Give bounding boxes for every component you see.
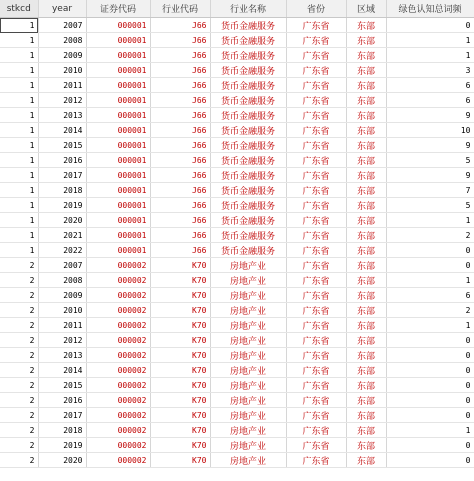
table-row[interactable] — [0, 93, 474, 108]
cell-industry-name[interactable]: 房地产业 — [210, 258, 286, 273]
cell-industry-name[interactable]: 房地产业 — [210, 393, 286, 408]
cell-industry-name[interactable]: 房地产业 — [210, 363, 286, 378]
cell-green-word-freq[interactable]: 0 — [386, 243, 474, 258]
cell-industry-name[interactable]: 房地产业 — [210, 438, 286, 453]
cell-green-word-freq[interactable]: 9 — [386, 138, 474, 153]
cell-province[interactable]: 广东省 — [286, 138, 346, 153]
cell-region[interactable]: 东部 — [346, 78, 386, 93]
cell-region[interactable]: 东部 — [346, 18, 386, 33]
table-row[interactable] — [0, 123, 474, 138]
cell-industry-code[interactable]: J66 — [150, 138, 210, 153]
cell-security-code[interactable]: 000001 — [86, 213, 150, 228]
cell-region[interactable]: 东部 — [346, 408, 386, 423]
cell-security-code[interactable]: 000001 — [86, 228, 150, 243]
cell-industry-name[interactable]: 货币金融服务 — [210, 198, 286, 213]
cell-green-word-freq[interactable]: 0 — [386, 348, 474, 363]
cell-green-word-freq[interactable]: 2 — [386, 303, 474, 318]
cell-province[interactable]: 广东省 — [286, 153, 346, 168]
cell-stkcd[interactable]: 2 — [0, 423, 38, 438]
cell-stkcd[interactable]: 1 — [0, 213, 38, 228]
cell-security-code[interactable]: 000002 — [86, 393, 150, 408]
cell-security-code[interactable]: 000002 — [86, 333, 150, 348]
cell-province[interactable]: 广东省 — [286, 213, 346, 228]
cell-industry-name[interactable]: 货币金融服务 — [210, 213, 286, 228]
cell-security-code[interactable]: 000001 — [86, 108, 150, 123]
cell-region[interactable]: 东部 — [346, 453, 386, 468]
table-row[interactable] — [0, 243, 474, 258]
cell-stkcd[interactable]: 1 — [0, 18, 38, 33]
cell-industry-code[interactable]: K70 — [150, 258, 210, 273]
cell-year[interactable]: 2011 — [38, 318, 86, 333]
cell-industry-name[interactable]: 房地产业 — [210, 453, 286, 468]
table-row[interactable] — [0, 78, 474, 93]
table-row[interactable] — [0, 258, 474, 273]
cell-year[interactable]: 2010 — [38, 303, 86, 318]
column-header-province[interactable]: 省份 — [286, 0, 346, 18]
cell-security-code[interactable]: 000001 — [86, 63, 150, 78]
cell-province[interactable]: 广东省 — [286, 348, 346, 363]
cell-year[interactable]: 2010 — [38, 63, 86, 78]
cell-security-code[interactable]: 000001 — [86, 123, 150, 138]
cell-industry-name[interactable]: 房地产业 — [210, 348, 286, 363]
cell-industry-code[interactable]: K70 — [150, 438, 210, 453]
cell-industry-name[interactable]: 货币金融服务 — [210, 138, 286, 153]
cell-province[interactable]: 广东省 — [286, 393, 346, 408]
cell-green-word-freq[interactable]: 10 — [386, 123, 474, 138]
cell-industry-code[interactable]: K70 — [150, 288, 210, 303]
cell-green-word-freq[interactable]: 1 — [386, 33, 474, 48]
cell-industry-code[interactable]: J66 — [150, 198, 210, 213]
table-row[interactable] — [0, 303, 474, 318]
cell-green-word-freq[interactable]: 0 — [386, 333, 474, 348]
table-row[interactable] — [0, 108, 474, 123]
cell-industry-code[interactable]: J66 — [150, 63, 210, 78]
cell-stkcd[interactable]: 1 — [0, 183, 38, 198]
cell-industry-name[interactable]: 货币金融服务 — [210, 123, 286, 138]
cell-stkcd[interactable]: 1 — [0, 108, 38, 123]
cell-stkcd[interactable]: 2 — [0, 273, 38, 288]
cell-stkcd[interactable]: 1 — [0, 153, 38, 168]
cell-region[interactable]: 东部 — [346, 48, 386, 63]
cell-region[interactable]: 东部 — [346, 258, 386, 273]
cell-region[interactable]: 东部 — [346, 363, 386, 378]
cell-industry-code[interactable]: K70 — [150, 378, 210, 393]
cell-green-word-freq[interactable]: 9 — [386, 108, 474, 123]
cell-region[interactable]: 东部 — [346, 198, 386, 213]
cell-industry-name[interactable]: 货币金融服务 — [210, 48, 286, 63]
cell-industry-name[interactable]: 房地产业 — [210, 318, 286, 333]
cell-stkcd[interactable]: 2 — [0, 333, 38, 348]
column-header-year[interactable]: year — [38, 0, 86, 18]
cell-stkcd[interactable]: 2 — [0, 378, 38, 393]
cell-year[interactable]: 2009 — [38, 288, 86, 303]
cell-province[interactable]: 广东省 — [286, 423, 346, 438]
cell-year[interactable]: 2018 — [38, 423, 86, 438]
cell-stkcd[interactable]: 2 — [0, 453, 38, 468]
cell-industry-name[interactable]: 货币金融服务 — [210, 108, 286, 123]
cell-industry-code[interactable]: J66 — [150, 123, 210, 138]
cell-green-word-freq[interactable]: 0 — [386, 438, 474, 453]
cell-industry-name[interactable]: 货币金融服务 — [210, 18, 286, 33]
cell-province[interactable]: 广东省 — [286, 438, 346, 453]
cell-industry-code[interactable]: J66 — [150, 168, 210, 183]
cell-industry-name[interactable]: 房地产业 — [210, 333, 286, 348]
table-row[interactable] — [0, 138, 474, 153]
cell-security-code[interactable]: 000001 — [86, 243, 150, 258]
cell-province[interactable]: 广东省 — [286, 108, 346, 123]
cell-province[interactable]: 广东省 — [286, 33, 346, 48]
cell-security-code[interactable]: 000002 — [86, 288, 150, 303]
cell-industry-code[interactable]: K70 — [150, 348, 210, 363]
cell-province[interactable]: 广东省 — [286, 303, 346, 318]
cell-province[interactable]: 广东省 — [286, 48, 346, 63]
header-row — [0, 0, 474, 18]
cell-security-code[interactable]: 000002 — [86, 423, 150, 438]
cell-year[interactable]: 2020 — [38, 453, 86, 468]
cell-green-word-freq[interactable]: 5 — [386, 198, 474, 213]
cell-security-code[interactable]: 000001 — [86, 93, 150, 108]
cell-industry-name[interactable]: 房地产业 — [210, 288, 286, 303]
cell-green-word-freq[interactable]: 1 — [386, 423, 474, 438]
cell-year[interactable]: 2014 — [38, 363, 86, 378]
cell-region[interactable]: 东部 — [346, 423, 386, 438]
cell-security-code[interactable]: 000001 — [86, 138, 150, 153]
cell-region[interactable]: 东部 — [346, 138, 386, 153]
cell-stkcd[interactable]: 1 — [0, 123, 38, 138]
cell-province[interactable]: 广东省 — [286, 198, 346, 213]
table-row[interactable] — [0, 363, 474, 378]
cell-year[interactable]: 2013 — [38, 348, 86, 363]
table-row[interactable] — [0, 273, 474, 288]
cell-region[interactable]: 东部 — [346, 288, 386, 303]
cell-stkcd[interactable]: 1 — [0, 198, 38, 213]
column-header-security-code[interactable]: 证券代码 — [86, 0, 150, 18]
cell-province[interactable]: 广东省 — [286, 453, 346, 468]
cell-year[interactable]: 2022 — [38, 243, 86, 258]
cell-green-word-freq[interactable]: 5 — [386, 153, 474, 168]
table-row[interactable] — [0, 348, 474, 363]
cell-stkcd[interactable]: 1 — [0, 93, 38, 108]
table-row[interactable] — [0, 378, 474, 393]
cell-security-code[interactable]: 000002 — [86, 318, 150, 333]
cell-province[interactable]: 广东省 — [286, 378, 346, 393]
table-row[interactable] — [0, 453, 474, 468]
cell-province[interactable]: 广东省 — [286, 18, 346, 33]
cell-province[interactable]: 广东省 — [286, 168, 346, 183]
cell-region[interactable]: 东部 — [346, 273, 386, 288]
cell-industry-code[interactable]: J66 — [150, 213, 210, 228]
table-row[interactable] — [0, 18, 474, 33]
cell-industry-name[interactable]: 房地产业 — [210, 378, 286, 393]
cell-stkcd[interactable]: 1 — [0, 48, 38, 63]
cell-security-code[interactable]: 000001 — [86, 183, 150, 198]
cell-industry-code[interactable]: J66 — [150, 48, 210, 63]
cell-year[interactable]: 2016 — [38, 153, 86, 168]
cell-year[interactable]: 2015 — [38, 378, 86, 393]
cell-security-code[interactable]: 000002 — [86, 378, 150, 393]
cell-year[interactable]: 2011 — [38, 78, 86, 93]
cell-industry-code[interactable]: J66 — [150, 183, 210, 198]
cell-industry-code[interactable]: J66 — [150, 78, 210, 93]
cell-stkcd[interactable]: 1 — [0, 63, 38, 78]
cell-region[interactable]: 东部 — [346, 63, 386, 78]
cell-year[interactable]: 2008 — [38, 33, 86, 48]
cell-province[interactable]: 广东省 — [286, 288, 346, 303]
cell-year[interactable]: 2007 — [38, 18, 86, 33]
cell-green-word-freq[interactable]: 2 — [386, 228, 474, 243]
cell-industry-name[interactable]: 货币金融服务 — [210, 168, 286, 183]
table-row[interactable] — [0, 198, 474, 213]
cell-industry-code[interactable]: J66 — [150, 153, 210, 168]
cell-green-word-freq[interactable]: 0 — [386, 18, 474, 33]
cell-security-code[interactable]: 000001 — [86, 78, 150, 93]
cell-industry-name[interactable]: 房地产业 — [210, 408, 286, 423]
cell-green-word-freq[interactable]: 0 — [386, 453, 474, 468]
cell-industry-code[interactable]: J66 — [150, 228, 210, 243]
cell-stkcd[interactable]: 1 — [0, 138, 38, 153]
cell-province[interactable]: 广东省 — [286, 63, 346, 78]
table-row[interactable] — [0, 408, 474, 423]
cell-region[interactable]: 东部 — [346, 243, 386, 258]
cell-security-code[interactable]: 000001 — [86, 153, 150, 168]
cell-stkcd[interactable]: 2 — [0, 288, 38, 303]
cell-industry-code[interactable]: K70 — [150, 393, 210, 408]
cell-province[interactable]: 广东省 — [286, 258, 346, 273]
cell-year[interactable]: 2020 — [38, 213, 86, 228]
cell-year[interactable]: 2019 — [38, 198, 86, 213]
table-row[interactable] — [0, 288, 474, 303]
cell-green-word-freq[interactable]: 6 — [386, 78, 474, 93]
table-row[interactable] — [0, 333, 474, 348]
cell-year[interactable]: 2014 — [38, 123, 86, 138]
cell-stkcd[interactable]: 2 — [0, 408, 38, 423]
cell-security-code[interactable]: 000001 — [86, 168, 150, 183]
cell-year[interactable]: 2017 — [38, 408, 86, 423]
cell-industry-code[interactable]: J66 — [150, 108, 210, 123]
cell-stkcd[interactable]: 1 — [0, 228, 38, 243]
cell-industry-name[interactable]: 房地产业 — [210, 423, 286, 438]
cell-industry-code[interactable]: K70 — [150, 423, 210, 438]
cell-stkcd[interactable]: 1 — [0, 243, 38, 258]
cell-stkcd[interactable]: 2 — [0, 438, 38, 453]
cell-year[interactable]: 2013 — [38, 108, 86, 123]
cell-year[interactable]: 2012 — [38, 93, 86, 108]
cell-security-code[interactable]: 000001 — [86, 18, 150, 33]
column-header-green-word-freq[interactable]: 绿色认知总词频 — [386, 0, 474, 18]
cell-stkcd[interactable]: 2 — [0, 363, 38, 378]
cell-security-code[interactable]: 000002 — [86, 363, 150, 378]
cell-security-code[interactable]: 000002 — [86, 453, 150, 468]
cell-green-word-freq[interactable]: 0 — [386, 258, 474, 273]
cell-industry-name[interactable]: 房地产业 — [210, 273, 286, 288]
table-row[interactable] — [0, 168, 474, 183]
cell-year[interactable]: 2008 — [38, 273, 86, 288]
column-header-industry-name[interactable]: 行业名称 — [210, 0, 286, 18]
cell-green-word-freq[interactable]: 0 — [386, 378, 474, 393]
cell-security-code[interactable]: 000002 — [86, 348, 150, 363]
cell-stkcd[interactable]: 2 — [0, 258, 38, 273]
cell-security-code[interactable]: 000001 — [86, 33, 150, 48]
cell-security-code[interactable]: 000002 — [86, 438, 150, 453]
cell-stkcd[interactable]: 2 — [0, 348, 38, 363]
cell-green-word-freq[interactable]: 6 — [386, 93, 474, 108]
cell-year[interactable]: 2009 — [38, 48, 86, 63]
table-row[interactable] — [0, 48, 474, 63]
cell-year[interactable]: 2007 — [38, 258, 86, 273]
cell-region[interactable]: 东部 — [346, 348, 386, 363]
cell-industry-name[interactable]: 货币金融服务 — [210, 93, 286, 108]
cell-region[interactable]: 东部 — [346, 333, 386, 348]
table-row[interactable] — [0, 393, 474, 408]
cell-region[interactable]: 东部 — [346, 303, 386, 318]
cell-province[interactable]: 广东省 — [286, 318, 346, 333]
cell-industry-name[interactable]: 货币金融服务 — [210, 63, 286, 78]
cell-green-word-freq[interactable]: 0 — [386, 393, 474, 408]
cell-industry-code[interactable]: K70 — [150, 273, 210, 288]
cell-year[interactable]: 2015 — [38, 138, 86, 153]
cell-region[interactable]: 东部 — [346, 228, 386, 243]
cell-province[interactable]: 广东省 — [286, 183, 346, 198]
cell-industry-name[interactable]: 货币金融服务 — [210, 183, 286, 198]
cell-industry-name[interactable]: 货币金融服务 — [210, 228, 286, 243]
cell-industry-code[interactable]: K70 — [150, 363, 210, 378]
cell-security-code[interactable]: 000001 — [86, 48, 150, 63]
cell-green-word-freq[interactable]: 0 — [386, 363, 474, 378]
cell-industry-code[interactable]: J66 — [150, 33, 210, 48]
cell-industry-name[interactable]: 货币金融服务 — [210, 153, 286, 168]
cell-green-word-freq[interactable]: 1 — [386, 213, 474, 228]
cell-province[interactable]: 广东省 — [286, 78, 346, 93]
cell-region[interactable]: 东部 — [346, 168, 386, 183]
cell-industry-code[interactable]: K70 — [150, 333, 210, 348]
cell-green-word-freq[interactable]: 7 — [386, 183, 474, 198]
table-row[interactable] — [0, 423, 474, 438]
cell-province[interactable]: 广东省 — [286, 273, 346, 288]
cell-year[interactable]: 2021 — [38, 228, 86, 243]
cell-industry-code[interactable]: K70 — [150, 318, 210, 333]
cell-security-code[interactable]: 000002 — [86, 408, 150, 423]
cell-province[interactable]: 广东省 — [286, 408, 346, 423]
cell-region[interactable]: 东部 — [346, 183, 386, 198]
table-row[interactable] — [0, 153, 474, 168]
cell-province[interactable]: 广东省 — [286, 228, 346, 243]
cell-industry-code[interactable]: J66 — [150, 18, 210, 33]
cell-year[interactable]: 2012 — [38, 333, 86, 348]
cell-stkcd[interactable]: 2 — [0, 393, 38, 408]
column-header-industry-code[interactable]: 行业代码 — [150, 0, 210, 18]
cell-green-word-freq[interactable]: 0 — [386, 408, 474, 423]
cell-region[interactable]: 东部 — [346, 393, 386, 408]
cell-industry-name[interactable]: 货币金融服务 — [210, 33, 286, 48]
cell-region[interactable]: 东部 — [346, 318, 386, 333]
cell-stkcd[interactable]: 1 — [0, 168, 38, 183]
cell-stkcd[interactable]: 2 — [0, 303, 38, 318]
cell-industry-code[interactable]: J66 — [150, 243, 210, 258]
table-row[interactable] — [0, 33, 474, 48]
cell-green-word-freq[interactable]: 1 — [386, 318, 474, 333]
cell-province[interactable]: 广东省 — [286, 93, 346, 108]
cell-stkcd[interactable]: 1 — [0, 33, 38, 48]
cell-security-code[interactable]: 000002 — [86, 258, 150, 273]
cell-region[interactable]: 东部 — [346, 108, 386, 123]
cell-stkcd[interactable]: 2 — [0, 318, 38, 333]
cell-security-code[interactable]: 000001 — [86, 198, 150, 213]
cell-security-code[interactable]: 000002 — [86, 273, 150, 288]
cell-year[interactable]: 2017 — [38, 168, 86, 183]
cell-region[interactable]: 东部 — [346, 153, 386, 168]
table-row[interactable] — [0, 318, 474, 333]
cell-green-word-freq[interactable]: 9 — [386, 168, 474, 183]
cell-province[interactable]: 广东省 — [286, 333, 346, 348]
cell-green-word-freq[interactable]: 1 — [386, 273, 474, 288]
table-row[interactable] — [0, 228, 474, 243]
cell-province[interactable]: 广东省 — [286, 123, 346, 138]
table-row[interactable] — [0, 63, 474, 78]
cell-industry-name[interactable]: 货币金融服务 — [210, 78, 286, 93]
cell-year[interactable]: 2016 — [38, 393, 86, 408]
cell-year[interactable]: 2018 — [38, 183, 86, 198]
cell-region[interactable]: 东部 — [346, 438, 386, 453]
cell-industry-code[interactable]: K70 — [150, 453, 210, 468]
cell-province[interactable]: 广东省 — [286, 243, 346, 258]
table-row[interactable] — [0, 213, 474, 228]
cell-region[interactable]: 东部 — [346, 123, 386, 138]
cell-year[interactable]: 2019 — [38, 438, 86, 453]
cell-province[interactable]: 广东省 — [286, 363, 346, 378]
cell-industry-name[interactable]: 房地产业 — [210, 303, 286, 318]
cell-industry-name[interactable]: 货币金融服务 — [210, 243, 286, 258]
cell-stkcd[interactable]: 1 — [0, 78, 38, 93]
cell-green-word-freq[interactable]: 6 — [386, 288, 474, 303]
cell-green-word-freq[interactable]: 1 — [386, 48, 474, 63]
column-header-region[interactable]: 区域 — [346, 0, 386, 18]
cell-region[interactable]: 东部 — [346, 93, 386, 108]
cell-industry-code[interactable]: J66 — [150, 93, 210, 108]
cell-industry-code[interactable]: K70 — [150, 303, 210, 318]
cell-region[interactable]: 东部 — [346, 33, 386, 48]
table-row[interactable] — [0, 183, 474, 198]
cell-region[interactable]: 东部 — [346, 378, 386, 393]
cell-industry-code[interactable]: K70 — [150, 408, 210, 423]
cell-green-word-freq[interactable]: 3 — [386, 63, 474, 78]
cell-region[interactable]: 东部 — [346, 213, 386, 228]
table-row[interactable] — [0, 438, 474, 453]
column-header-stkcd[interactable]: stkcd — [0, 0, 38, 18]
cell-security-code[interactable]: 000002 — [86, 303, 150, 318]
